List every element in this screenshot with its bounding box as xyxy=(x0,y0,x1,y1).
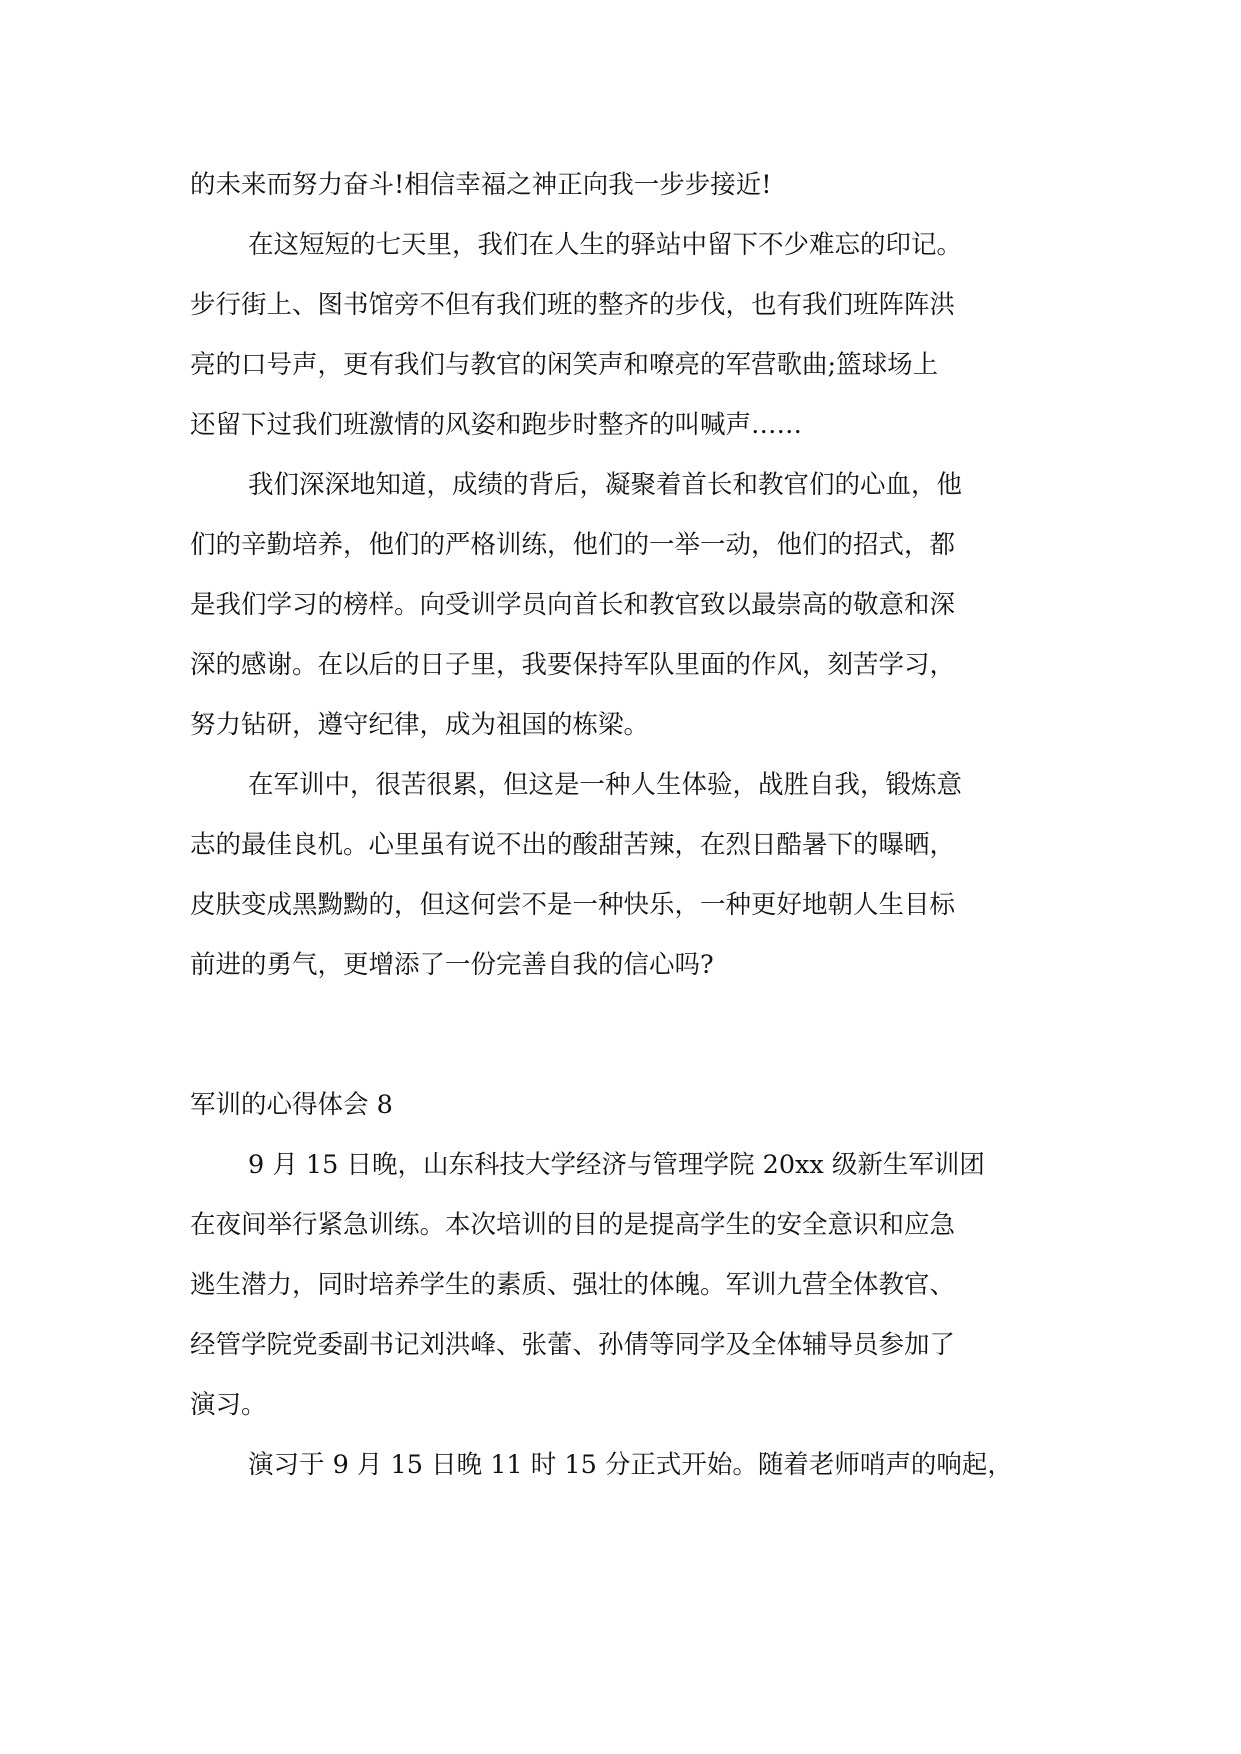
text-line: 深的感谢。在以后的日子里，我要保持军队里面的作风，刻苦学习， xyxy=(190,650,956,680)
section-gap xyxy=(190,995,1070,1075)
text-line: 的未来而努力奋斗!相信幸福之神正向我一步步接近! xyxy=(190,170,772,200)
text-line: 是我们学习的榜样。向受训学员向首长和教官致以最崇高的敬意和深 xyxy=(190,590,956,620)
text-line: 前进的勇气，更增添了一份完善自我的信心吗? xyxy=(190,950,714,980)
body-text-bottom xyxy=(190,1135,1070,1495)
text-line: 在军训中，很苦很累，但这是一种人生体验，战胜自我，锻炼意 xyxy=(248,770,963,800)
text-line: 步行街上、图书馆旁不但有我们班的整齐的步伐，也有我们班阵阵洪 xyxy=(190,290,956,320)
text-line: 们的辛勤培养，他们的严格训练，他们的一举一动，他们的招式，都 xyxy=(190,530,956,560)
text-line: 努力钻研，遵守纪律，成为祖国的栋梁。 xyxy=(190,710,650,740)
text-line: 皮肤变成黑黝黝的，但这何尝不是一种快乐，一种更好地朝人生目标 xyxy=(190,890,956,920)
text-line: 逃生潜力，同时培养学生的素质、强壮的体魄。军训九营全体教官、 xyxy=(190,1270,956,1300)
text-line: 我们深深地知道，成绩的背后，凝聚着首长和教官们的心血，他 xyxy=(248,470,963,500)
text-line: 在这短短的七天里，我们在人生的驿站中留下不少难忘的印记。 xyxy=(248,230,963,260)
text-line: 亮的口号声，更有我们与教官的闲笑声和嘹亮的军营歌曲;篮球场上 xyxy=(190,350,939,380)
body-text-top xyxy=(190,155,1070,995)
text-line: 在夜间举行紧急训练。本次培训的目的是提高学生的安全意识和应急 xyxy=(190,1210,956,1240)
text-line: 演习于 9 月 15 日晚 11 时 15 分正式开始。随着老师哨声的响起， xyxy=(248,1450,1013,1480)
text-line: 经管学院党委副书记刘洪峰、张蕾、孙倩等同学及全体辅导员参加了 xyxy=(190,1330,956,1360)
text-line: 9 月 15 日晚，山东科技大学经济与管理学院 20xx 级新生军训团 xyxy=(248,1150,985,1180)
text-line: 志的最佳良机。心里虽有说不出的酸甜苦辣，在烈日酷暑下的曝晒， xyxy=(190,830,956,860)
section-title: 军训的心得体会 8 xyxy=(190,1090,393,1120)
text-line: 还留下过我们班激情的风姿和跑步时整齐的叫喊声…… xyxy=(190,410,803,440)
text-line: 演习。 xyxy=(190,1390,267,1420)
document-body xyxy=(190,155,1070,1495)
